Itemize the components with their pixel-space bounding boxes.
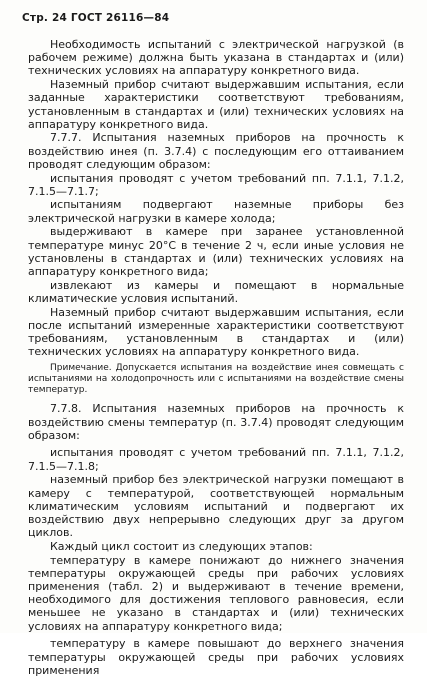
page-header: Стр. 24 ГОСТ 26116—84 (22, 12, 170, 24)
note-paragraph: Примечание. Допускается испытания на воздействие инея совмещать с испытаниями на холодопрочность или с испытаниями на воздействие смены температур. (28, 363, 404, 396)
paragraph: испытания проводят с учетом требований пп. 7.1.1, 7.1.2, 7.1.5—7.1.8; (28, 446, 404, 473)
paragraph: Наземный прибор считают выдержавшим испытания, если после испытаний измеренные характеристики соответствуют требованиям, установленным в стандартах и (или) технических условиях на аппаратуру конкретного вида. (28, 305, 404, 359)
paragraph: температуру в камере понижают до нижнего значения температуры окружающей среды при рабочих условиях применения (табл. 2) и выдерживают в течение времени, необходимого для достижения теплового равновесия, если меньшее не указано в стандартах и (или) технических условиях на аппаратуру конкретного вида; (28, 553, 404, 633)
paragraph: Каждый цикл состоит из следующих этапов: (50, 539, 313, 553)
paragraph: 7.7.7. Испытания наземных приборов на прочность к воздействию инея (п. 3.7.4) с последующим его оттаиванием проводят следующим образом: (28, 131, 404, 171)
document-body (28, 38, 404, 677)
paragraph: Необходимость испытаний с электрической нагрузкой (в рабочем режиме) должна быть указана в стандартах и (или) технических условиях на аппаратуру конкретного вида. (28, 38, 404, 78)
paragraph: наземный прибор без электрической нагрузки помещают в камеру с температурой, соответствующей нормальным климатическим условиям испытаний и подвергают их воздействию двух непрерывно следующих друг за другом циклов. (28, 473, 404, 540)
paragraph: выдерживают в камере при заранее установленной температуре минус 20°С в течение 2 ч, если иные условия не установлены в стандартах и (или) технических условиях на аппаратуру конкретного вида; (28, 225, 404, 278)
paragraph: испытаниям подвергают наземные приборы без электрической нагрузки в камере холода; (28, 198, 404, 225)
paragraph: температуру в камере повышают до верхнего значения температуры окружающей среды при рабочих условиях применения (28, 637, 404, 677)
paragraph: Наземный прибор считают выдержавшим испытания, если заданные характеристики соответствуют требованиям, установленным в стандартах и (или) технических условиях на аппаратуру конкретного вида. (28, 78, 404, 131)
paragraph: испытания проводят с учетом требований пп. 7.1.1, 7.1.2, 7.1.5—7.1.7; (28, 171, 404, 198)
paragraph: 7.7.8. Испытания наземных приборов на прочность к воздействию смены температур (п. 3.7.4) проводят следующим образом: (28, 402, 404, 442)
paragraph: извлекают из камеры и помещают в нормальные климатические условия испытаний. (28, 278, 404, 305)
